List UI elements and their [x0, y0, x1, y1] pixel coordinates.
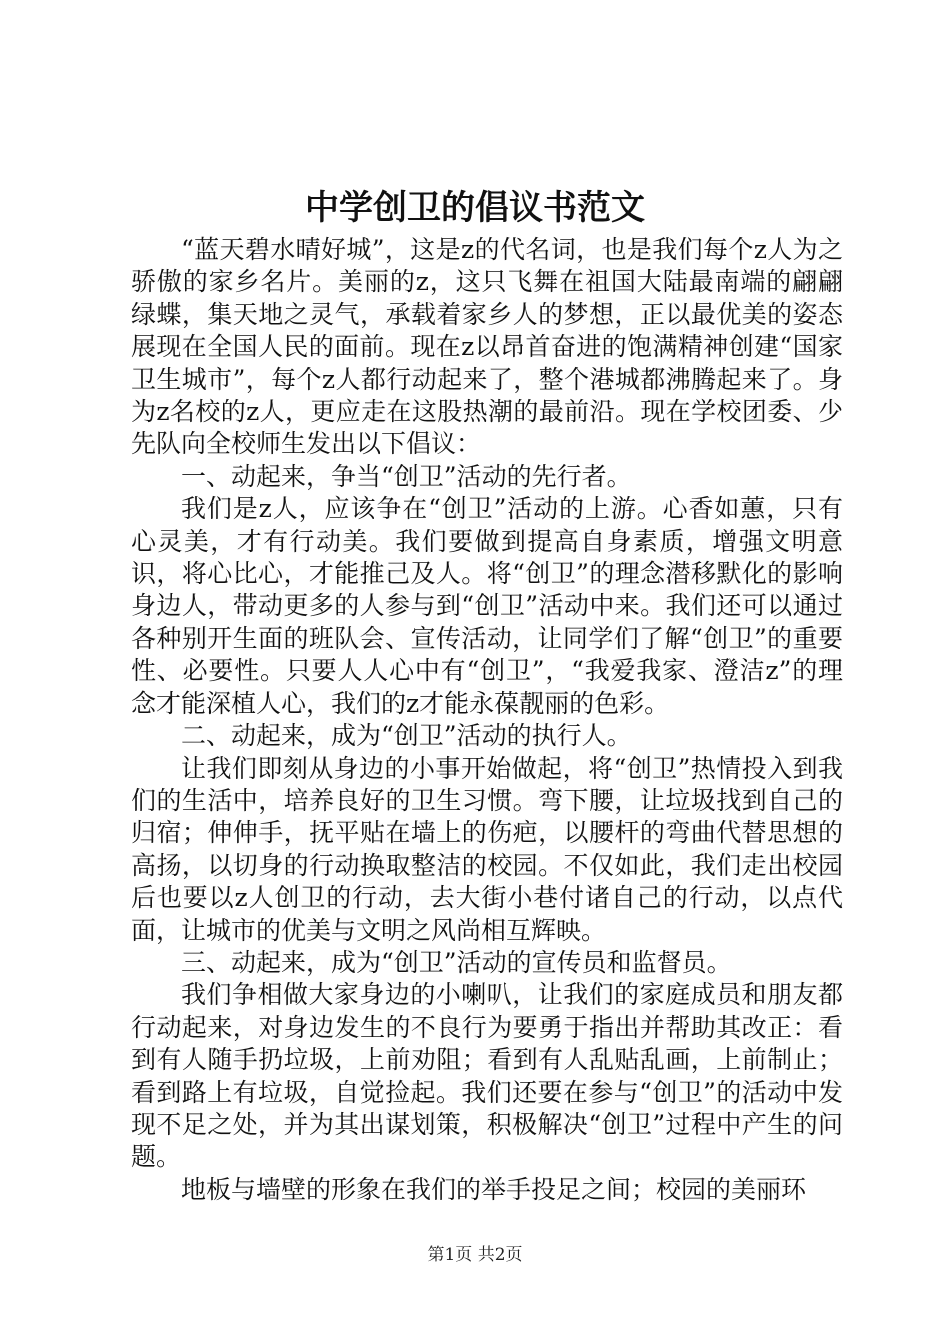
document-body — [131, 234, 843, 1206]
document-title: 中学创卫的倡议书范文 — [305, 188, 645, 228]
paragraph-intro: “蓝天碧水晴好城”，这是z的代名词，也是我们每个z人为之骄傲的家乡名片。美丽的z，这只飞舞在祖国大陆最南端的翩翩绿蝶，集天地之灵气，承载着家乡人的梦想，正以最优美的姿态展现在全国人民的面前。现在z以昂首奋进的饱满精神创建“国家卫生城市”，每个z人都行动起来了，整个港城都沸腾起来了。身为z名校的z人，更应走在这股热潮的最前沿。现在学校团委、少先队向全校师生发出以下倡议： — [131, 235, 843, 459]
paragraph-section-3: 我们争相做大家身边的小喇叭，让我们的家庭成员和朋友都行动起来，对身边发生的不良行为要勇于指出并帮助其改正：看到有人随手扔垃圾，上前劝阻；看到有人乱贴乱画，上前制止；看到路上有垃圾，自觉捡起。我们还要在参与“创卫”的活动中发现不足之处，并为其出谋划策，积极解决“创卫”过程中产生的问题。 — [131, 980, 843, 1172]
page-footer: 第1页 共2页 — [427, 1245, 523, 1265]
paragraph-heading-1: 一、动起来，争当“创卫”活动的先行者。 — [181, 461, 632, 491]
paragraph-section-2: 让我们即刻从身边的小事开始做起，将“创卫”热情投入到我们的生活中，培养良好的卫生习惯。弯下腰，让垃圾找到自己的归宿；伸伸手，抚平贴在墙上的伤疤，以腰杆的弯曲代替思想的高扬，以切身的行动换取整洁的校园。不仅如此，我们走出校园后也要以z人创卫的行动，去大街小巷付诸自己的行动，以点代面，让城市的优美与文明之风尚相互辉映。 — [131, 753, 843, 945]
paragraph-closing: 地板与墙壁的形象在我们的举手投足之间；校园的美丽环 — [181, 1174, 807, 1204]
paragraph-section-1: 我们是z人，应该争在“创卫”活动的上游。心香如蕙，只有心灵美，才有行动美。我们要做到提高自身素质，增强文明意识，将心比心，才能推己及人。将“创卫”的理念潜移默化的影响身边人，带动更多的人参与到“创卫”活动中来。我们还可以通过各种别开生面的班队会、宣传活动，让同学们了解“创卫”的重要性、必要性。只要人人心中有“创卫”，“我爱我家、澄洁z”的理念才能深植人心，我们的z才能永葆靓丽的色彩。 — [131, 494, 843, 718]
paragraph-heading-3: 三、动起来，成为“创卫”活动的宣传员和监督员。 — [181, 947, 732, 977]
paragraph-heading-2: 二、动起来，成为“创卫”活动的执行人。 — [181, 721, 632, 751]
